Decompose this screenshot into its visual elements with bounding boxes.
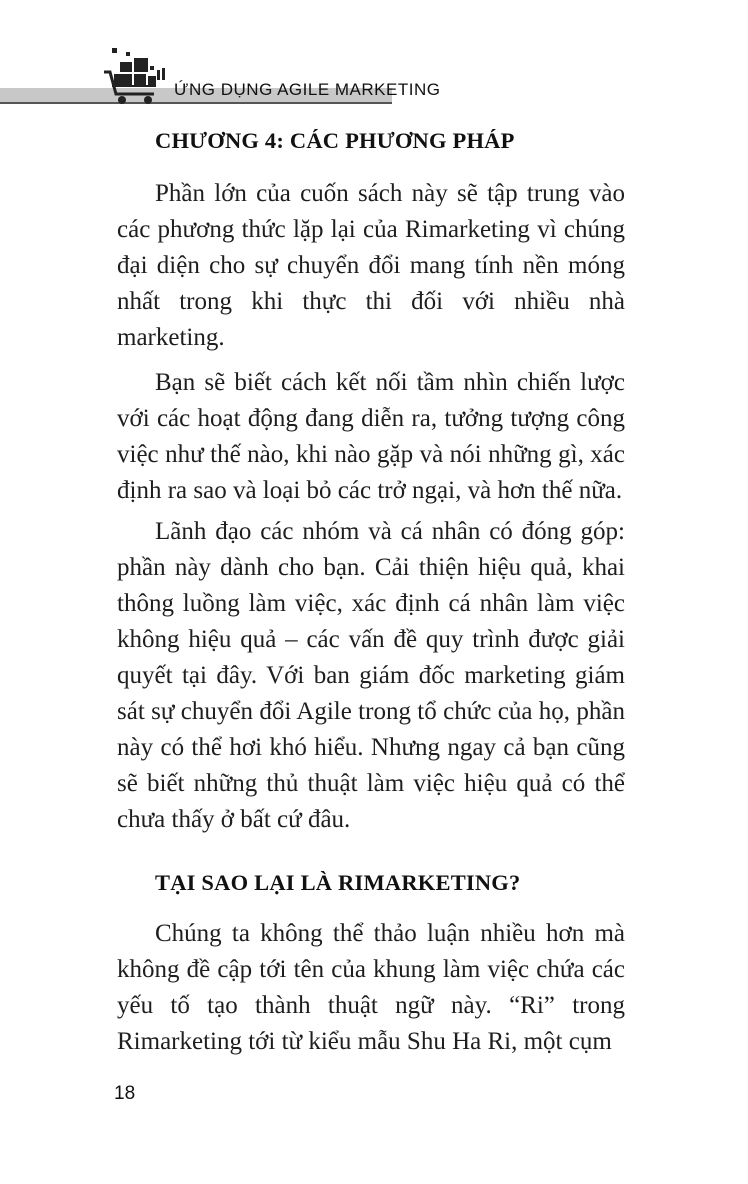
chapter-heading: CHƯƠNG 4: CÁC PHƯƠNG PHÁP bbox=[155, 128, 515, 153]
page-number: 18 bbox=[114, 1083, 136, 1104]
paragraph: Chúng ta không thể thảo luận nhiều hơn mà không đề cập tới tên của khung làm việc chứa các yếu tố tạo thành thuật ngữ này. “Ri” trong Rimarketing tới từ kiểu mẫu Shu Ha Ri, một cụm bbox=[117, 920, 625, 1055]
paragraph: Lãnh đạo các nhóm và cá nhân có đóng góp: phần này dành cho bạn. Cải thiện hiệu quả, khai thông luồng làm việc, xác định cá nhân làm việc không hiệu quả – các vấn đề quy trình được giải quyết tại đây. Với ban giám đốc marketing giám sát sự chuyển đổi Agile trong tổ chức của họ, phần này có thể hơi khó hiểu. Nhưng ngay cả bạn cũng sẽ biết những thủ thuật làm việc hiệu quả có thể chưa thấy ở bất cứ đâu. bbox=[117, 518, 625, 833]
running-header-title: ỨNG DỤNG AGILE MARKETING bbox=[174, 80, 441, 99]
paragraph: Phần lớn của cuốn sách này sẽ tập trung vào các phương thức lặp lại của Rimarketing vì chúng đại diện cho sự chuyển đổi mang tính nền móng nhất trong khi thực thi đối với nhiều nhà marketing. bbox=[117, 180, 625, 351]
section-heading: TẠI SAO LẠI LÀ RIMARKETING? bbox=[155, 870, 521, 895]
paragraph: Bạn sẽ biết cách kết nối tầm nhìn chiến lược với các hoạt động đang diễn ra, tưởng tượng công việc như thế nào, khi nào gặp và nói những gì, xác định ra sao và loại bỏ các trở ngại, và hơn thế nữa. bbox=[117, 369, 625, 504]
cart-with-boxes-icon bbox=[100, 42, 170, 108]
header-rule bbox=[0, 102, 392, 104]
